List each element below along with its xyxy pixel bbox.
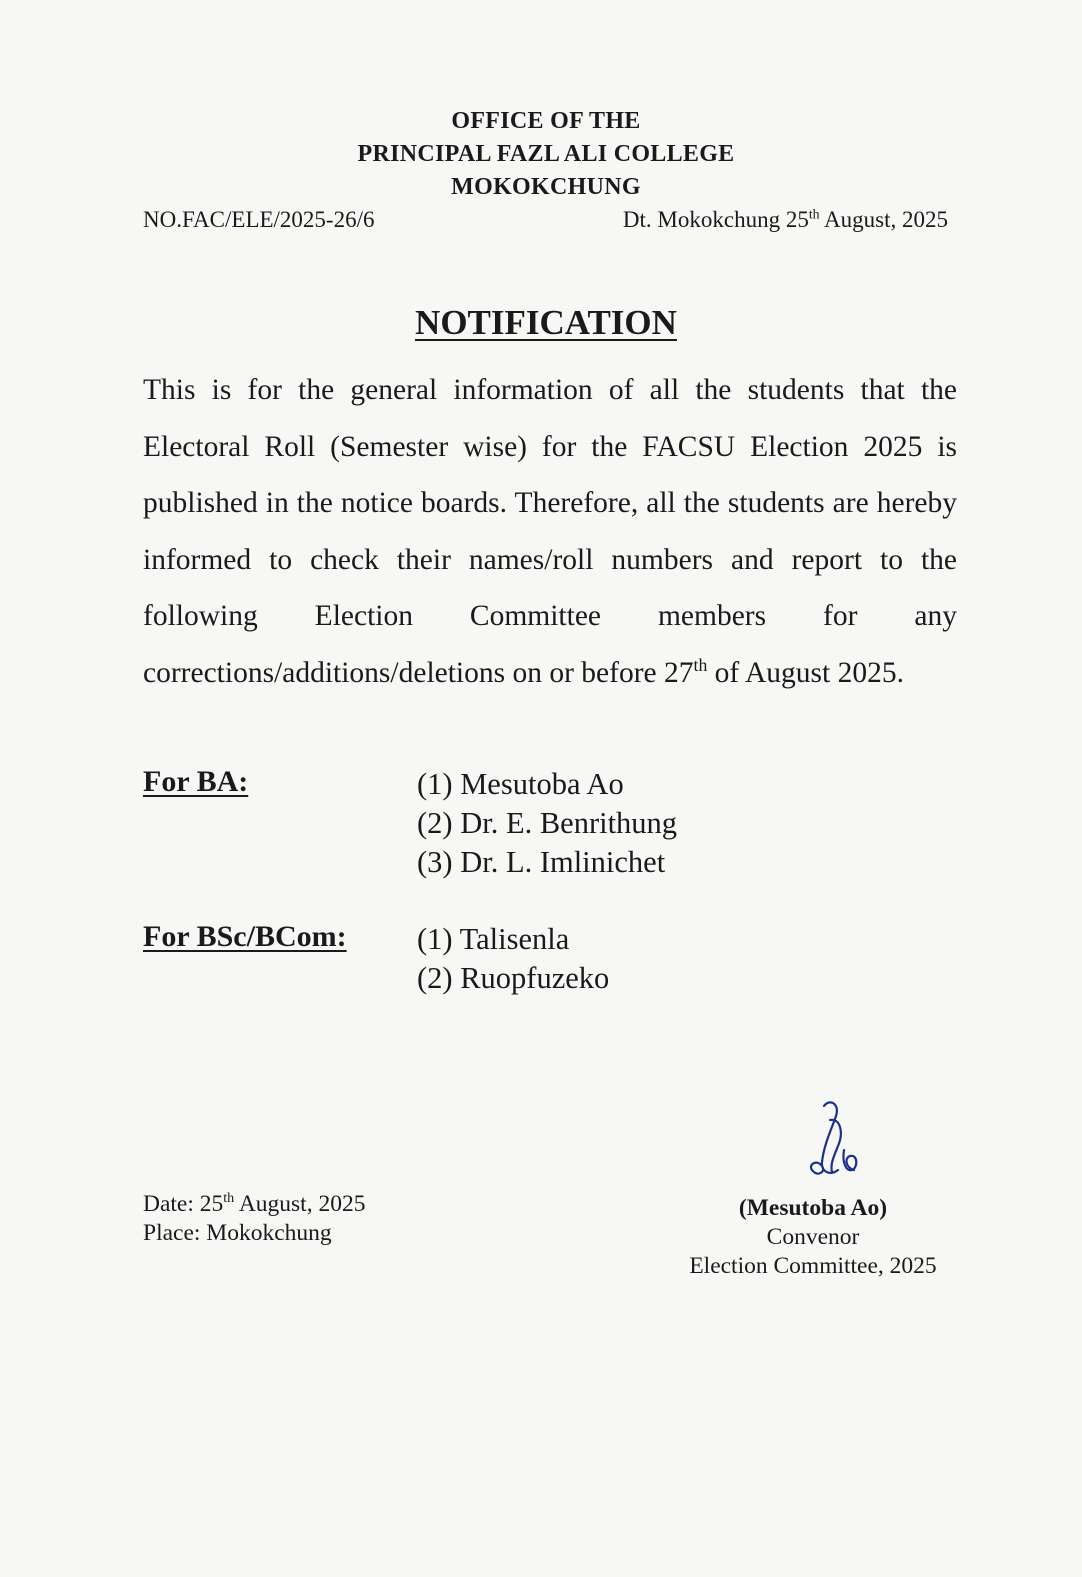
bsc-bcom-member-list xyxy=(417,920,609,998)
footer-place: Place: Mokokchung xyxy=(143,1220,332,1246)
signatory-name: (Mesutoba Ao) xyxy=(738,1195,888,1221)
list-item: (3) Dr. L. Imlinichet xyxy=(417,845,666,879)
signatory-block xyxy=(663,1194,963,1281)
signatory-committee: Election Committee, 2025 xyxy=(689,1253,937,1279)
reference-date: Dt. Mokokchung 25th August, 2025 xyxy=(622,206,948,232)
reference-number: NO.FAC/ELE/2025-26/6 xyxy=(143,207,375,232)
notification-body: This is for the general information of all the students that the Electoral Roll (Semester wise) for the FACSU Election 2025 is published in the notice boards. Therefore, all the students are hereby informed to check their names/roll numbers and report to the following Election Committee members for any corrections/additions/deletions on or before 27th of August 2025. xyxy=(143,374,957,689)
footer-date: Date: 25th August, 2025 xyxy=(143,1190,366,1217)
header-place-line: MOKOKCHUNG xyxy=(451,174,641,200)
header-college-line: PRINCIPAL FAZL ALI COLLEGE xyxy=(357,141,735,167)
signature xyxy=(800,1100,870,1185)
list-item: (1) Mesutoba Ao xyxy=(417,767,624,801)
ba-section-label: For BA: xyxy=(143,765,249,798)
list-item: (1) Talisenla xyxy=(417,922,570,956)
notification-title: NOTIFICATION xyxy=(415,303,677,342)
list-item: (2) Ruopfuzeko xyxy=(417,961,610,995)
list-item: (2) Dr. E. Benrithung xyxy=(417,806,678,840)
header-office-line: OFFICE OF THE xyxy=(451,108,641,134)
signatory-designation: Convenor xyxy=(766,1224,860,1250)
bsc-bcom-section-label: For BSc/BCom: xyxy=(143,920,347,953)
ba-member-list xyxy=(417,765,677,882)
